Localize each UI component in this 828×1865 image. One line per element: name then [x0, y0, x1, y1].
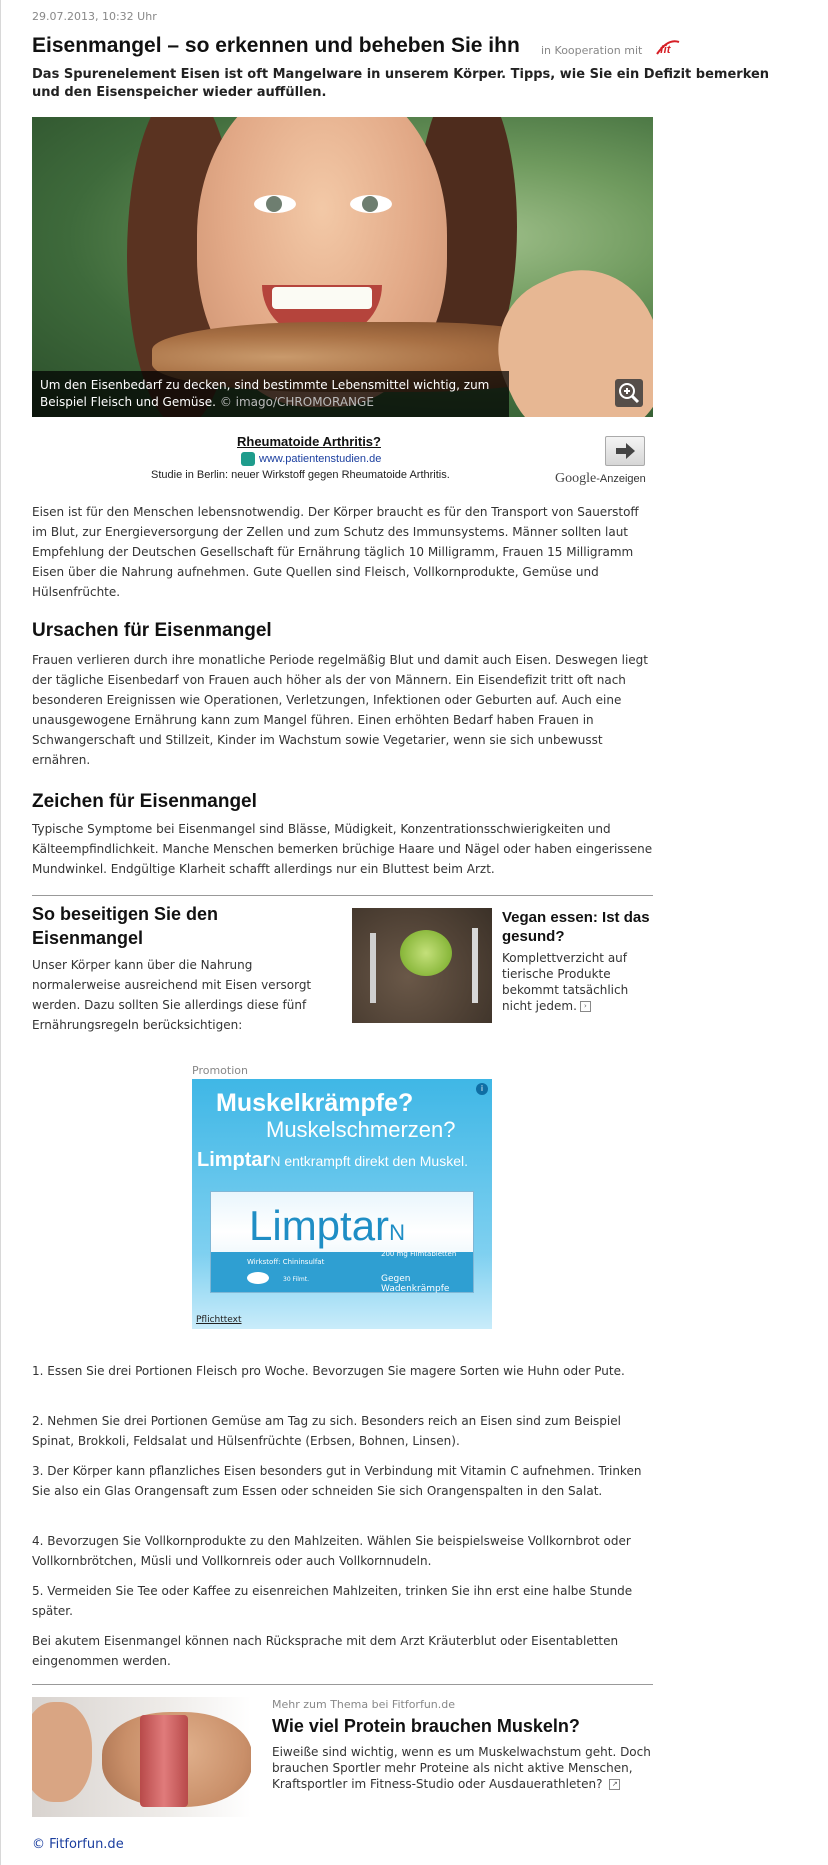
article-intro: Eisen ist für den Menschen lebensnotwendig. Der Körper braucht es für den Transport von Sauerstoff im Blut, zur Energieversorgung der Zellen und zum Schutz des Immunsystems. Männer sollten laut Empfehlung der Deutschen Gesellschaft für Ernährung täglich 10 Milligramm, Frauen 15 Milligramm Eisen über die Nahrung aufnehmen. Gute Quellen sind Fleisch, Vollkornprodukte, Gemüse und Hülsenfrüchte. [32, 505, 639, 599]
external-link-icon[interactable]: ↗ [609, 1779, 620, 1790]
related-article-body: Eiweiße sind wichtig, wenn es um Muskelwachstum geht. Doch brauchen Sportler mehr Proteine als nicht aktive Menschen, Kraftsportler im Fitness-Studio oder Ausdauerathleten? [272, 1745, 651, 1791]
article-title: Eisenmangel – so erkennen und beheben Sie ihn [32, 34, 520, 57]
section-text-beseitigen: Unser Körper kann über die Nahrung normalerweise ausreichend mit Eisen versorgt werden. Dazu sollten Sie allerdings diese fünf Ernährungsregeln berücksichtigen: [32, 958, 312, 1032]
rule-2: 2. Nehmen Sie drei Portionen Gemüse am Tag zu sich. Besonders reich an Eisen sind zum Beispiel Spinat, Brokkoli, Feldsalat und Hülsenfrüchte (Erbsen, Bohnen, Linsen). [32, 1414, 621, 1448]
fit-logo-text: fit [660, 44, 671, 56]
image-credit: © imago/CHROMORANGE [219, 395, 374, 409]
hero-teeth [272, 287, 372, 309]
product-wirkstoff: Wirkstoff: Chininsulfat [247, 1258, 325, 1266]
section-heading-ursachen: Ursachen für Eisenmangel [32, 620, 272, 641]
section-heading-zeichen: Zeichen für Eisenmangel [32, 791, 257, 812]
product-box [210, 1191, 474, 1293]
lettuce-shape [400, 930, 452, 976]
google-ad-description: Studie in Berlin: neuer Wirkstoff gegen Rheumatoide Arthritis. [151, 469, 450, 481]
fit-logo-icon[interactable] [655, 38, 681, 56]
publish-date: 29.07.2013, 10:32 Uhr [32, 10, 157, 23]
related-article-text[interactable] [272, 1744, 652, 1792]
vegan-teaser-image[interactable] [352, 908, 492, 1023]
product-brand-suffix: N [389, 1220, 405, 1245]
cooperation-label: in Kooperation mit [541, 44, 643, 57]
vegan-teaser-body: Komplettverzicht auf tierische Produkte bekommt tatsächlich nicht jedem. [502, 951, 629, 1013]
section-text-zeichen: Typische Symptome bei Eisenmangel sind Blässe, Müdigkeit, Konzentrationsschwierigkeiten und Kälteempfindlichkeit. Manche Menschen bemerken brüchige Haare und Nägel oder haben eingerissene Mundwinkel. Endgültige Klarheit schafft allerdings nur ein Bluttest beim Arzt. [32, 822, 653, 876]
promo-line-1: Muskelkrämpfe? [216, 1089, 414, 1117]
hero-eye-left [254, 195, 296, 213]
rule-1: 1. Essen Sie drei Portionen Fleisch pro Woche. Bevorzugen Sie magere Sorten wie Huhn oder Pute. [32, 1364, 625, 1378]
google-ad-title[interactable]: Rheumatoide Arthritis? [237, 434, 381, 449]
product-dose: 200 mg Filmtabletten [381, 1250, 457, 1258]
pflichttext-link[interactable]: Pflichttext [196, 1315, 242, 1325]
promotion-banner[interactable] [192, 1079, 492, 1329]
vegan-teaser-title[interactable]: Vegan essen: Ist das gesund? [502, 909, 650, 945]
promotion-label: Promotion [192, 1064, 248, 1077]
promo-brand-small-suffix: N entkrampft direkt den Muskel. [270, 1153, 468, 1169]
product-tablet-count: 30 Filmt. [283, 1276, 309, 1283]
image-caption [32, 371, 509, 417]
more-arrow-icon[interactable]: › [580, 1001, 591, 1012]
section-text-ursachen: Frauen verlieren durch ihre monatliche Periode regelmäßig Blut und damit auch Eisen. Deswegen liegt der tägliche Eisenbedarf von Frauen auch höher als der von Männern. Ein Eisendefizit tritt oft nach besonderen Ereignissen wie Operationen, Verletzungen, Infektionen oder Geburten auf. Auch eine unausgewogene Ernährung kann zum Mangel führen. Einen erhöhten Bedarf haben Frauen in Schwangerschaft und Stillzeit, Kinder im Wachstum sowie Vegetarier, wenn sie sich unbewusst ernähren. [32, 653, 648, 767]
anzeigen-word: -Anzeigen [596, 473, 646, 485]
arrow-right-icon[interactable] [605, 436, 645, 466]
product-brand-name: Limptar [249, 1202, 390, 1249]
knife-shape [472, 928, 478, 1003]
rule-5: 5. Vermeiden Sie Tee oder Kaffee zu eisenreichen Mahlzeiten, trinken Sie ihn erst eine halbe Stunde später. [32, 1584, 633, 1618]
vegan-teaser-text[interactable] [502, 950, 652, 1014]
google-word: Google [555, 471, 597, 486]
rule-3: 3. Der Körper kann pflanzliches Eisen besonders gut in Verbindung mit Vitamin C aufnehmen. Trinken Sie also ein Glas Orangensaft zum Essen oder schneiden Sie sich Orangenspalten in den Salat. [32, 1464, 642, 1498]
divider-related [32, 1684, 653, 1685]
fork-shape [370, 933, 376, 1003]
product-indication: Gegen Wadenkrämpfe [381, 1274, 450, 1294]
article-lead: Das Spurenelement Eisen ist oft Mangelware in unserem Körper. Tipps, wie Sie ein Defizit bemerken und den Eisenspeicher wieder auffüllen. [32, 67, 770, 100]
fitforfun-source-link[interactable]: © Fitforfun.de [32, 1837, 124, 1852]
product-brand [249, 1202, 405, 1250]
section-heading-beseitigen: So beseitigen Sie den Eisenmangel [32, 904, 219, 948]
promo-line-3 [197, 1149, 468, 1172]
tablet-shape [247, 1272, 269, 1284]
info-icon[interactable]: i [476, 1083, 488, 1095]
related-article-image[interactable] [32, 1697, 251, 1817]
promo-brand-small: Limptar [197, 1149, 271, 1171]
google-ad-url[interactable]: www.patientenstudien.de [259, 453, 382, 465]
image-caption-text: Um den Eisenbedarf zu decken, sind bestimmte Lebensmittel wichtig, zum Beispiel Fleisch und Gemüse. [40, 378, 490, 409]
promo-line-2: Muskelschmerzen? [266, 1117, 456, 1142]
ad-site-icon [241, 452, 255, 466]
hero-eye-right [350, 195, 392, 213]
related-source-label: Mehr zum Thema bei Fitforfun.de [272, 1698, 456, 1711]
athlete-head [32, 1702, 92, 1802]
article-closing: Bei akutem Eisenmangel können nach Rücksprache mit dem Arzt Kräuterblut oder Eisentabletten eingenommen werden. [32, 1634, 619, 1668]
divider [32, 895, 653, 896]
related-article-title[interactable]: Wie viel Protein brauchen Muskeln? [272, 1716, 580, 1736]
zoom-icon[interactable] [615, 379, 643, 407]
hero-image[interactable] [32, 117, 653, 417]
shaker-cup [140, 1715, 188, 1807]
google-ads-label[interactable] [555, 471, 646, 487]
rule-4: 4. Bevorzugen Sie Vollkornprodukte zu den Mahlzeiten. Wählen Sie beispielsweise Vollkornbrot oder Vollkornbrötchen, Müsli und Vollkornreis oder auch Vollkornnudeln. [32, 1534, 631, 1568]
